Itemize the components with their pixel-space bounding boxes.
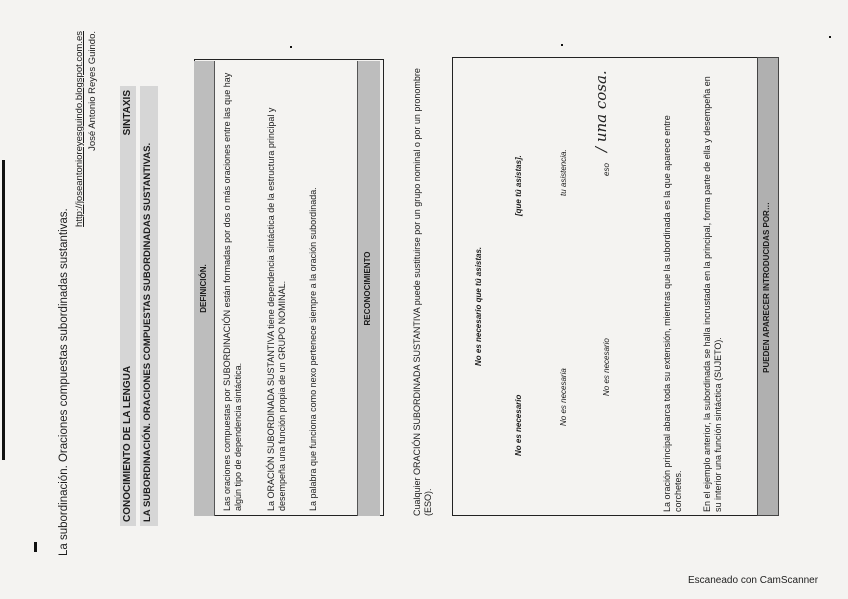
sintaxis-label: SINTAXIS (122, 90, 133, 136)
example-row-2-right: tu asistencia. (559, 149, 568, 196)
author-name: José Antonio Reyes Guindo. (87, 31, 98, 151)
example-bracket: [que tú asistas]. (514, 155, 523, 216)
rotated-document (12, 31, 840, 576)
example-row-3: No es necesario (602, 338, 611, 396)
definition-paragraph-3: La palabra que funciona como nexo pertenece siempre a la oración subordinada. (308, 187, 318, 511)
scan-dot (561, 44, 563, 46)
scan-dot (290, 46, 292, 48)
blog-link[interactable]: http://joseantonioreyesguindo.blogspot.com.es (74, 31, 85, 227)
footer-heading: PUEDEN APARECER INTRODUCIDAS POR… (762, 202, 771, 373)
definition-heading: DEFINICIÓN. (199, 264, 208, 313)
scan-edge-mark (2, 160, 5, 460)
definition-paragraph-2: La ORACIÓN SUBORDINADA SUSTANTIVA tiene dependencia sintáctica de la estructura principal y desempeña una función propia de un GRUPO NOMINAL. (266, 107, 287, 511)
subject-label: CONOCIMIENTO DE LA LENGUA (122, 365, 133, 522)
example-row-2: No es necesaria (559, 368, 568, 426)
recognition-paragraph: Cualquier ORACIÓN SUBORDINADA SUSTANTIVA puede sustituirse por un grupo nominal o por un pronombre (ESO). (412, 68, 433, 516)
example-paragraph-2: En el ejemplo anterior, la subordinada se halla incrustada en la principal, forma parte de ella y desempeña en su interior una función sintáctica (SUJETO). (702, 76, 723, 512)
recognition-heading: RECONOCIMIENTO (363, 251, 372, 326)
scan-speck (34, 542, 37, 552)
example-paragraph-1: La oración principal abarca toda su extensión, mientras que la subordinada es la que aparece entre corchetes. (662, 115, 683, 512)
scan-dot (829, 36, 831, 38)
example-row-3-right: eso (602, 163, 611, 176)
definition-paragraph-1: Las oraciones compuestas por SUBORDINACIÓN están formadas por dos o más oraciones entre las que hay algún tipo de dependencia sintáctica. (222, 72, 243, 511)
example-sentence: No es necesario que tú asistas. (474, 246, 483, 366)
camscanner-watermark: Escaneado con CamScanner (688, 575, 819, 586)
handwritten-note: / una cosa. (592, 70, 610, 152)
example-row-1: No es necesario (514, 394, 523, 456)
document-title: La subordinación. Oraciones compuestas subordinadas sustantivas. (58, 208, 70, 556)
lesson-title: LA SUBORDINACIÓN. ORACIONES COMPUESTAS SUBORDINADAS SUSTANTIVAS. (142, 142, 153, 522)
